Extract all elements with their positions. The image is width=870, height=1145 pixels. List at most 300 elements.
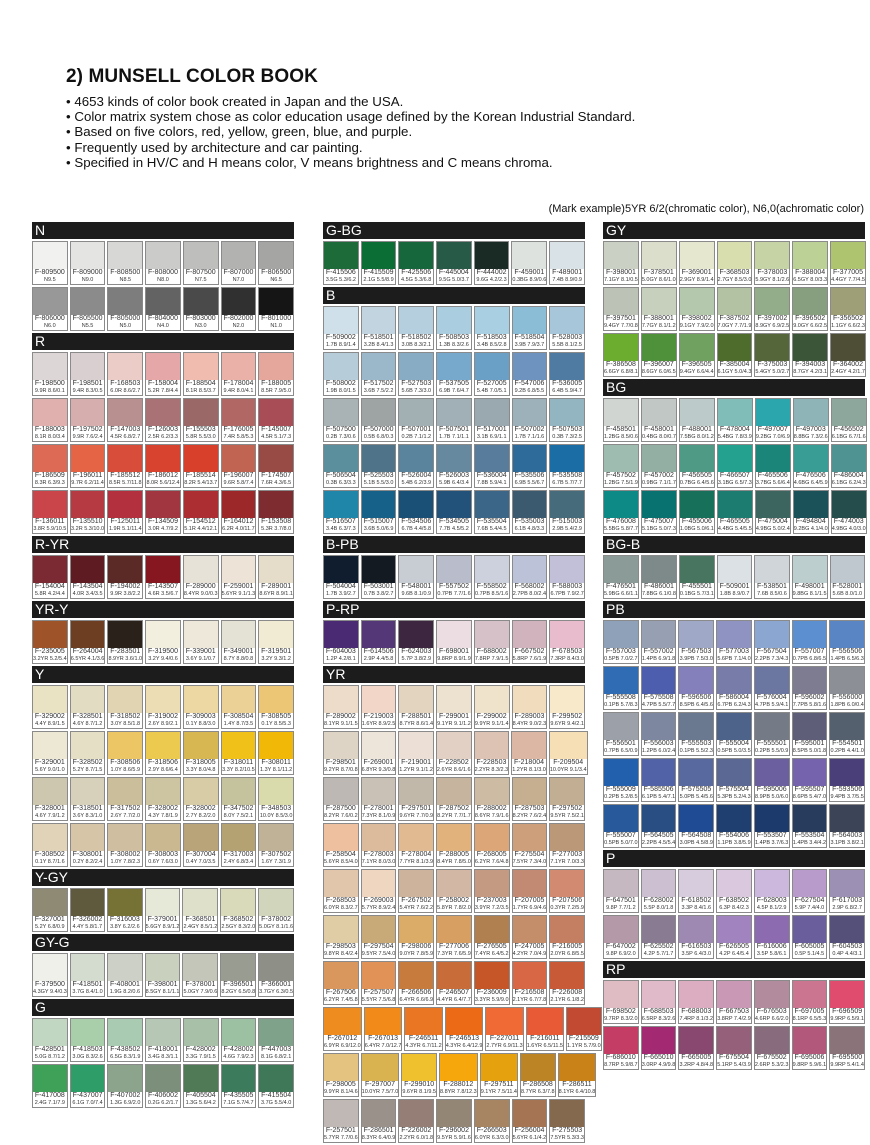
chip-label — [146, 472, 180, 487]
color-swatch — [399, 307, 433, 334]
chip-code: F-575505 — [681, 786, 712, 793]
color-swatch — [108, 732, 142, 759]
color-chip — [145, 888, 181, 932]
chip-value: 4.4GY 7.7/4.5 — [831, 276, 865, 283]
chip-value: 8.6YR 8.9/1.1 — [259, 590, 293, 597]
color-swatch — [680, 242, 714, 269]
chip-code: F-328501 — [72, 713, 103, 720]
chip-row — [323, 1099, 585, 1143]
color-swatch — [437, 778, 471, 805]
color-swatch — [642, 981, 676, 1008]
color-swatch — [184, 288, 218, 315]
chip-value: 5.0PB 5.4/5.6 — [679, 793, 713, 800]
chip-code: F-267502 — [401, 897, 432, 904]
chip-value: 5.8R 5.5/3.0 — [185, 433, 216, 440]
chip-value: 5.5P 8.0/1.8 — [643, 904, 674, 911]
chip-label — [184, 851, 218, 866]
chip-value: 0.1PB 5.7/8.3 — [604, 701, 638, 708]
color-swatch — [108, 621, 142, 648]
chip-value: 8.9PB 5.0/6.0 — [755, 793, 789, 800]
color-chip — [436, 823, 472, 867]
color-swatch — [550, 556, 584, 583]
chip-code: F-269003 — [363, 897, 394, 904]
chip-code: F-555503 — [681, 740, 712, 747]
chip-label — [222, 851, 256, 866]
color-chip — [361, 306, 397, 350]
color-chip — [526, 1007, 564, 1051]
color-chip — [679, 444, 715, 488]
chip-value: 3.2R 5.3/10.0 — [71, 525, 105, 532]
chip-code: F-318502 — [110, 713, 141, 720]
color-chip — [603, 444, 639, 488]
color-swatch — [642, 805, 676, 832]
chip-code: F-236009 — [476, 989, 507, 996]
color-swatch — [362, 962, 396, 989]
chip-value: N7.5 — [194, 276, 207, 283]
color-chip — [323, 555, 359, 599]
chip-label — [475, 518, 509, 533]
chip-value: 0.1Y 8.7/1.6 — [35, 858, 65, 865]
color-chip — [323, 444, 359, 488]
chip-value: 5.6B 8.0/1.0 — [832, 590, 863, 597]
color-chip — [641, 444, 677, 488]
chip-value: 3.3G 7.9/1.5 — [185, 1053, 216, 1060]
chip-code: F-575504 — [719, 786, 749, 793]
color-chip — [32, 620, 68, 664]
chip-label — [830, 694, 864, 709]
color-swatch — [437, 242, 471, 269]
color-chip — [32, 398, 68, 442]
color-swatch — [718, 288, 752, 315]
chip-value: 3.6Y 8.3/1.0 — [72, 812, 103, 819]
color-swatch — [642, 870, 676, 897]
chip-value: 7.3YR 8.1/0.9 — [361, 812, 396, 819]
color-swatch — [679, 621, 713, 648]
chip-value: 4.3YR 6.4/12.9 — [445, 1042, 483, 1049]
chip-label — [550, 648, 584, 663]
color-swatch — [718, 445, 752, 472]
color-chip — [32, 685, 68, 729]
chip-code: F-667502 — [514, 648, 545, 655]
color-chip — [792, 869, 828, 913]
chip-code: F-535506 — [514, 472, 545, 479]
chip-label — [793, 583, 827, 598]
chip-label — [717, 1008, 751, 1023]
chip-value: 5.3PB 5.2/4.3 — [717, 793, 751, 800]
chip-code: F-308002 — [110, 851, 141, 858]
chip-code: F-168503 — [110, 380, 141, 387]
chip-code: F-415509 — [363, 269, 394, 276]
chip-value: 1.0Y 8.6/5.9 — [110, 766, 141, 773]
chip-label — [33, 916, 67, 931]
color-swatch — [475, 732, 509, 759]
color-chip — [474, 685, 510, 729]
chip-row — [32, 1018, 294, 1062]
chip-label — [550, 380, 584, 395]
chip-value: 3.0G 8.3/2.6 — [72, 1053, 103, 1060]
chip-label — [222, 1092, 256, 1107]
chip-code: F-428501 — [34, 1046, 65, 1053]
bullet-item: • Frequently used by architecture and car painting. — [66, 139, 363, 155]
color-chip — [183, 685, 219, 729]
chip-value: 7.1YR 8.0/3.0 — [361, 858, 396, 865]
chip-label — [324, 713, 358, 728]
chip-label — [513, 648, 547, 663]
color-swatch — [717, 621, 751, 648]
chip-value: 4.0R 3.4/3.5 — [72, 590, 103, 597]
chip-label — [399, 713, 433, 728]
chip-value: 7.7GY 8.1/1.2 — [641, 322, 676, 329]
chip-label — [755, 943, 789, 958]
chip-value: 2.1YR 6.7/7.8 — [512, 996, 547, 1003]
chip-label — [513, 380, 547, 395]
chip-row — [603, 915, 865, 959]
color-chip — [70, 398, 106, 442]
chip-label — [146, 916, 180, 931]
chip-row — [323, 731, 585, 775]
chip-value: 4.4BG 5.4/5.5 — [717, 525, 752, 532]
chip-value: 4.5R 5.1/7.3 — [261, 433, 292, 440]
color-swatch — [108, 491, 142, 518]
color-chip — [32, 555, 68, 599]
chip-code: F-287503 — [514, 805, 545, 812]
chip-code: F-219001 — [401, 759, 432, 766]
chip-code: F-154004 — [34, 583, 65, 590]
chip-label — [324, 426, 358, 441]
color-swatch — [550, 353, 584, 380]
color-swatch — [222, 288, 256, 315]
chip-row — [323, 352, 585, 396]
chip-value: 5.5BG 5.8/7.7 — [604, 525, 638, 532]
chip-value: 6.0R 8.6/2.7 — [110, 387, 141, 394]
color-swatch — [71, 288, 105, 315]
color-chip — [716, 869, 752, 913]
chip-label — [642, 897, 676, 912]
chip-value: 5.2Y 6.8/0.9 — [34, 923, 65, 930]
chip-label — [108, 713, 142, 728]
chip-value: 6.7PB 6.2/4.3 — [717, 701, 751, 708]
chip-code: F-557007 — [794, 648, 825, 655]
chip-label — [475, 472, 509, 487]
color-chip — [361, 555, 397, 599]
chip-value: 9.8P 6.9/2.0 — [606, 950, 636, 957]
color-swatch — [324, 491, 358, 518]
color-swatch — [362, 445, 396, 472]
color-chip — [182, 888, 218, 932]
chip-code: F-435505 — [223, 1092, 254, 1099]
color-chip — [754, 869, 790, 913]
chip-code: F-135510 — [72, 518, 103, 525]
color-chip — [323, 306, 359, 350]
color-swatch — [793, 916, 827, 943]
color-chip — [549, 306, 585, 350]
color-chip — [829, 915, 865, 959]
chip-code: F-614506 — [363, 648, 394, 655]
chip-label — [33, 315, 67, 330]
chip-code: F-476008 — [605, 518, 636, 525]
chip-label — [184, 315, 218, 330]
chip-label — [399, 759, 433, 774]
chip-row — [603, 980, 865, 1024]
chip-value: 3.1B 6.9/1.1 — [476, 433, 507, 440]
chip-code: F-408001 — [109, 981, 140, 988]
chip-label — [71, 518, 105, 533]
color-swatch — [832, 445, 866, 472]
chip-code: F-316003 — [109, 916, 140, 923]
chip-label — [71, 472, 105, 487]
chip-value: 1.6Y 7.3/1.9 — [261, 858, 291, 865]
chip-label — [755, 786, 789, 801]
chip-value: 8.7YR 6.3/7.8 — [520, 1088, 555, 1095]
color-chip — [641, 1026, 677, 1070]
color-chip — [107, 685, 143, 729]
chip-code: F-326002 — [72, 916, 103, 923]
chip-label — [183, 916, 217, 931]
chip-code: F-616503 — [681, 943, 712, 950]
chip-label — [222, 713, 256, 728]
chip-label — [222, 648, 256, 663]
color-swatch — [475, 491, 509, 518]
color-swatch — [831, 334, 865, 361]
chip-code: F-605005 — [794, 943, 825, 950]
color-chip — [679, 555, 715, 599]
chip-value: 0.3B 6.3/3.3 — [326, 479, 356, 486]
color-chip — [754, 620, 790, 664]
chip-value: 2.6RP 5.3/2.3 — [754, 1061, 789, 1068]
chip-value: 8.8YR 7.8/12.3 — [439, 1088, 477, 1095]
chip-label — [604, 269, 638, 284]
chip-label — [642, 426, 676, 441]
chip-label — [33, 805, 67, 820]
chip-code: F-556000 — [832, 694, 863, 701]
chip-code: F-418001 — [148, 1046, 178, 1053]
color-swatch — [183, 954, 217, 981]
chip-label — [362, 759, 396, 774]
chip-label — [475, 380, 509, 395]
color-chip — [678, 980, 714, 1024]
color-chip — [323, 1099, 359, 1143]
chip-label — [513, 334, 547, 349]
chip-value: 5.7YR 8.9/2.4 — [361, 904, 396, 911]
color-swatch — [71, 954, 104, 981]
color-swatch — [642, 334, 676, 361]
color-chip — [32, 953, 68, 997]
chip-value: 0.6Y 7.6/3.0 — [148, 858, 178, 865]
chip-value: 7.8BG 6.1/0.8 — [641, 590, 676, 597]
chip-label — [550, 583, 584, 598]
chip-label — [259, 916, 293, 931]
chip-code: F-465505 — [719, 518, 750, 525]
color-chip — [641, 241, 677, 285]
color-swatch — [642, 713, 676, 740]
color-chip — [512, 1099, 548, 1143]
color-swatch — [108, 242, 142, 269]
chip-value: 1.1PB 3.8/5.9 — [717, 839, 751, 846]
color-swatch — [832, 491, 866, 518]
chip-value: 8.2GY 6.5/0.8 — [221, 988, 256, 995]
chip-code: F-618502 — [681, 897, 712, 904]
chip-label — [71, 713, 105, 728]
chip-label — [184, 426, 218, 441]
color-swatch — [259, 445, 293, 472]
chip-label — [604, 1054, 638, 1069]
color-chip — [258, 490, 294, 534]
color-swatch — [399, 778, 433, 805]
chip-code: F-278003 — [363, 851, 394, 858]
chip-code: F-518501 — [363, 334, 394, 341]
color-chip — [549, 1099, 585, 1143]
color-swatch — [71, 556, 105, 583]
chip-code: F-287502 — [439, 805, 469, 812]
color-chip — [70, 953, 105, 997]
chip-value: 1.0Y 7.8/2.3 — [110, 858, 141, 865]
chip-label — [259, 1046, 293, 1061]
chip-code: F-617003 — [832, 897, 863, 904]
color-swatch — [550, 732, 587, 759]
color-chip — [549, 915, 585, 959]
chip-label — [680, 583, 714, 598]
chip-code: F-596506 — [681, 694, 712, 701]
chip-value: 1.7YR 6.9/4.6 — [512, 904, 547, 911]
chip-row — [603, 758, 865, 802]
chip-label — [324, 989, 358, 1004]
color-swatch — [475, 824, 509, 851]
color-chip — [436, 444, 472, 488]
chip-code: F-246511 — [408, 1035, 439, 1042]
color-chip — [258, 444, 294, 488]
chip-code: F-307502 — [261, 851, 292, 858]
color-swatch — [108, 824, 142, 851]
color-swatch — [604, 667, 638, 694]
color-chip — [549, 961, 585, 1005]
chip-value: 3.1BG 6.5/7.3 — [717, 479, 752, 486]
chip-code: F-174507 — [261, 472, 292, 479]
chip-label — [71, 1046, 105, 1061]
section-header: YR — [323, 666, 585, 683]
chip-code: F-507500 — [325, 426, 356, 433]
chip-code: F-188003 — [34, 426, 65, 433]
chip-label — [437, 380, 471, 395]
color-swatch — [146, 1019, 180, 1046]
color-swatch — [718, 491, 752, 518]
chip-value: 8.4YR 7.8/5.0 — [437, 858, 471, 865]
color-swatch — [362, 1054, 399, 1081]
chip-value: 8.6YR 7.9/1.6 — [474, 812, 509, 819]
color-swatch — [559, 1054, 596, 1081]
color-chip — [831, 398, 867, 442]
chip-code: F-319501 — [261, 648, 292, 655]
chip-code: F-507000 — [363, 426, 394, 433]
color-swatch — [108, 889, 142, 916]
chip-value: 9.2YR 8.7/0.8 — [324, 766, 358, 773]
chip-code: F-308003 — [148, 851, 178, 858]
chip-label — [832, 426, 866, 441]
chip-code: F-695006 — [794, 1054, 825, 1061]
chip-label — [604, 315, 638, 330]
chip-code: F-535504 — [476, 518, 507, 525]
color-chip — [221, 685, 257, 729]
chip-value: 7.4RP 8.1/3.2 — [679, 1015, 714, 1022]
chip-value: N2.0 — [232, 322, 245, 329]
color-chip — [404, 1007, 442, 1051]
chip-label — [642, 832, 676, 847]
chip-value: 1.4PB 6.5/6.3 — [830, 655, 864, 662]
color-swatch — [680, 288, 714, 315]
color-chip — [323, 1053, 359, 1097]
chip-value: 6.5YR 4.1/3.6 — [70, 655, 105, 662]
color-chip — [792, 620, 828, 664]
chip-label — [717, 832, 751, 847]
chip-label — [362, 269, 396, 284]
chip-value: 0.7PB 6.8/6.5 — [792, 655, 827, 662]
color-swatch — [108, 954, 141, 981]
chip-code: F-268503 — [325, 897, 356, 904]
chip-label — [642, 472, 676, 487]
color-chip — [398, 555, 434, 599]
color-chip — [221, 823, 257, 867]
chip-value: 0.1Y 8.5/5.3 — [261, 720, 291, 727]
color-chip — [361, 823, 397, 867]
color-swatch — [437, 732, 471, 759]
chip-value: 7.4B 8.9/0.9 — [552, 276, 582, 283]
section-header: N — [32, 222, 294, 239]
chip-label — [718, 472, 752, 487]
color-swatch — [221, 954, 255, 981]
color-chip — [549, 444, 585, 488]
color-chip — [323, 620, 359, 664]
chip-value: 5.4B 7.0/5.1 — [476, 387, 507, 394]
color-swatch — [642, 759, 676, 786]
chip-code: F-697005 — [794, 1008, 825, 1015]
chip-code: F-547006 — [514, 380, 545, 387]
chip-value: 5.4YR 7.6/2.2 — [399, 904, 434, 911]
color-swatch — [362, 732, 396, 759]
chip-code: F-299002 — [476, 713, 507, 720]
chip-label — [324, 1127, 358, 1142]
chip-label — [559, 1081, 596, 1096]
chip-code: F-125011 — [110, 518, 140, 525]
chip-value: 0.2B 7.3/0.6 — [326, 433, 356, 440]
chip-code: F-216011 — [530, 1035, 560, 1042]
chip-code: F-226002 — [401, 1127, 432, 1134]
color-chip — [145, 620, 181, 664]
chip-value: 8.5R 5.7/11.8 — [108, 479, 142, 486]
chip-label — [793, 897, 827, 912]
color-swatch — [365, 1008, 402, 1035]
color-swatch — [642, 491, 676, 518]
chip-label — [527, 1035, 563, 1050]
color-chip — [829, 980, 865, 1024]
chip-label — [718, 518, 752, 533]
chip-code: F-476506 — [795, 472, 826, 479]
chip-code: F-556501 — [605, 740, 636, 747]
chip-label — [513, 1127, 547, 1142]
color-chip — [70, 888, 106, 932]
chip-value: 1.4PB 6.9/1.8 — [641, 655, 676, 662]
chip-code: F-465506 — [757, 472, 788, 479]
chip-label — [642, 648, 676, 663]
chip-value: 6.1PB 5.4/7.1 — [641, 793, 676, 800]
chip-value: N5.0 — [119, 322, 132, 329]
chip-value: 0.4P 4.4/3.1 — [832, 950, 862, 957]
chip-label — [324, 897, 358, 912]
color-swatch — [793, 667, 827, 694]
chip-label — [222, 380, 256, 395]
chip-value: 1.1GY 6.6/2.3 — [831, 322, 865, 329]
color-chip — [221, 490, 257, 534]
chip-code: F-567504 — [756, 648, 787, 655]
chip-code: F-536005 — [552, 380, 583, 387]
